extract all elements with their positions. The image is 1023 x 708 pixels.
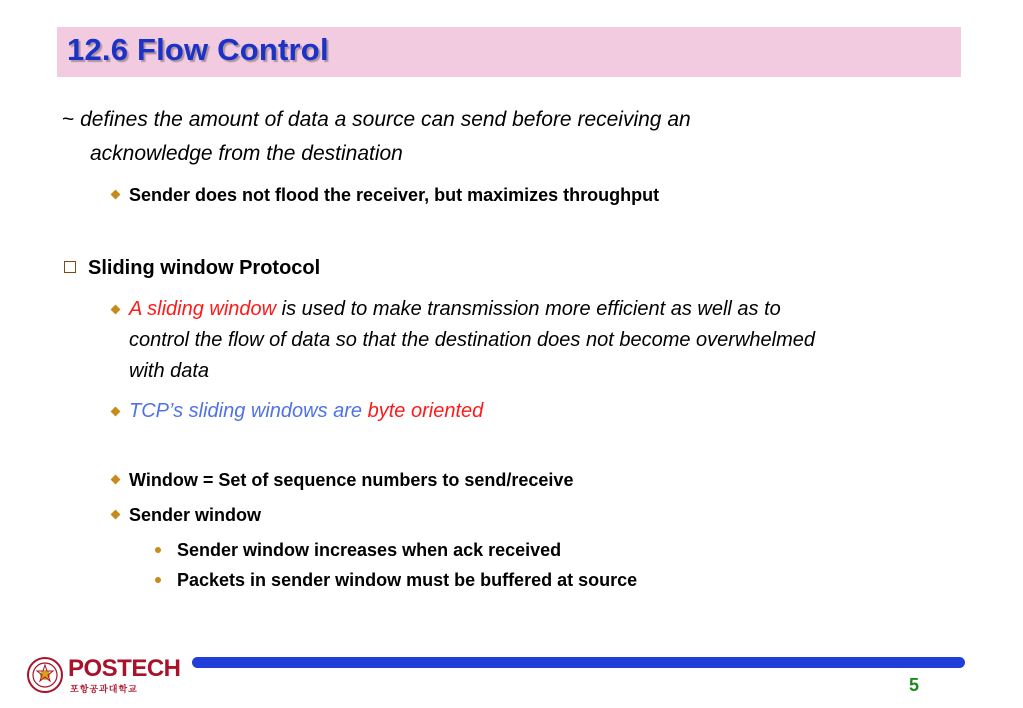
sliding-item-1-line-3: with data xyxy=(129,360,210,382)
bullet-flood-text: Sender does not flood the receiver, but maximizes throughput xyxy=(129,185,660,205)
diamond-bullet-icon xyxy=(111,475,121,485)
sliding-heading-text: Sliding window Protocol xyxy=(88,257,321,279)
postech-logo xyxy=(26,654,181,698)
dot-bullet-icon xyxy=(155,547,161,553)
slide-title: 12.6 Flow Control xyxy=(67,32,329,67)
sliding-item-1-text xyxy=(129,294,815,387)
diamond-bullet-icon xyxy=(111,407,121,417)
tcp-sliding-text: TCP’s sliding windows are xyxy=(129,400,363,422)
sender-window xyxy=(112,505,261,526)
sliding-heading xyxy=(64,257,320,280)
sliding-item-2 xyxy=(112,396,483,427)
sender-subitem xyxy=(155,540,561,561)
dot-bullet-icon xyxy=(155,577,161,583)
title-bar xyxy=(57,27,961,77)
sliding-item-1 xyxy=(112,294,952,387)
page-number: 5 xyxy=(909,675,920,695)
sender-subitem-text: Packets in sender window must be buffered at source xyxy=(177,570,638,590)
sliding-item-1-line-2: control the flow of data so that the destination does not become overwhelmed xyxy=(129,329,815,351)
window-definition-text: Window = Set of sequence numbers to send/receive xyxy=(129,470,574,490)
definition-text xyxy=(62,103,942,171)
bullet-flood xyxy=(112,185,659,206)
sliding-item-2-text xyxy=(129,396,483,427)
definition-line-1: defines the amount of data a source can send before receiving an xyxy=(80,108,691,131)
byte-oriented-text: byte oriented xyxy=(367,400,484,422)
university-seal-icon xyxy=(26,656,64,694)
sliding-item-1-line-1: is used to make transmission more efficient as well as to xyxy=(276,298,781,320)
sender-window-text: Sender window xyxy=(129,505,262,525)
window-definition xyxy=(112,470,573,491)
square-bullet-icon xyxy=(64,261,76,273)
diamond-bullet-icon xyxy=(111,510,121,520)
diamond-bullet-icon xyxy=(111,305,121,315)
definition-tilde: ~ xyxy=(62,108,75,131)
definition-line-2: acknowledge from the destination xyxy=(90,142,403,165)
logo-subtitle: 포항공과대학교 xyxy=(70,685,138,695)
diamond-bullet-icon xyxy=(111,190,121,200)
sender-subitem xyxy=(155,570,637,591)
footer-bar xyxy=(192,657,965,668)
sender-subitem-text: Sender window increases when ack received xyxy=(177,540,562,560)
logo-name: POSTECH xyxy=(68,655,181,682)
sliding-window-term: A sliding window xyxy=(129,298,277,320)
